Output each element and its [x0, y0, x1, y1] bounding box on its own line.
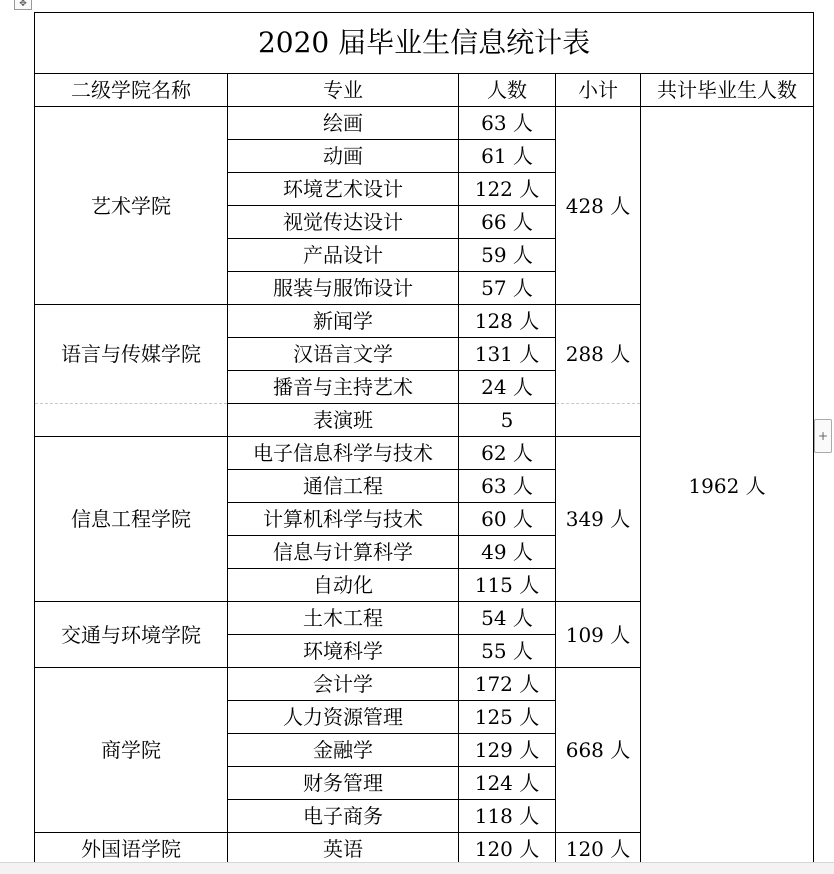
- title-row: [35, 13, 814, 74]
- college-name: 语言与传媒学院: [35, 305, 228, 404]
- header-subtotal: 小计: [556, 74, 641, 107]
- major-count: 115 人: [459, 569, 556, 602]
- major-name: 动画: [228, 140, 459, 173]
- major-count: 5: [459, 404, 556, 437]
- college-subtotal: 349 人: [556, 437, 641, 602]
- major-count: 120 人: [459, 833, 556, 866]
- header-row: [35, 74, 814, 107]
- major-name: 会计学: [228, 668, 459, 701]
- major-name: 汉语言文学: [228, 338, 459, 371]
- college-subtotal: 120 人: [556, 833, 641, 866]
- major-name: 人力资源管理: [228, 701, 459, 734]
- major-name: 计算机科学与技术: [228, 503, 459, 536]
- major-name: 英语: [228, 833, 459, 866]
- add-column-button[interactable]: [814, 419, 832, 453]
- major-name: 播音与主持艺术: [228, 371, 459, 404]
- college-name: 商学院: [35, 668, 228, 833]
- major-count: 125 人: [459, 701, 556, 734]
- college-subtotal: 109 人: [556, 602, 641, 668]
- major-name: 通信工程: [228, 470, 459, 503]
- major-name: 信息与计算科学: [228, 536, 459, 569]
- major-count: 60 人: [459, 503, 556, 536]
- status-strip: [0, 862, 834, 874]
- major-count: 122 人: [459, 173, 556, 206]
- major-count: 63 人: [459, 470, 556, 503]
- college-name: 艺术学院: [35, 107, 228, 305]
- major-name: 环境艺术设计: [228, 173, 459, 206]
- header-total: 共计毕业生人数: [641, 74, 814, 107]
- grand-total: 1962 人: [641, 107, 814, 866]
- major-name: 产品设计: [228, 239, 459, 272]
- major-count: 128 人: [459, 305, 556, 338]
- graduate-stats-table: [34, 12, 814, 866]
- major-count: 129 人: [459, 734, 556, 767]
- major-count: 61 人: [459, 140, 556, 173]
- table-move-handle[interactable]: ✥: [14, 0, 32, 10]
- major-count: 49 人: [459, 536, 556, 569]
- college-subtotal: 428 人: [556, 107, 641, 305]
- major-count: 172 人: [459, 668, 556, 701]
- major-name: 电子商务: [228, 800, 459, 833]
- major-count: 118 人: [459, 800, 556, 833]
- table-title: 2020 届毕业生信息统计表: [35, 13, 814, 74]
- major-count: 54 人: [459, 602, 556, 635]
- college-name: 信息工程学院: [35, 437, 228, 602]
- college-subtotal: 668 人: [556, 668, 641, 833]
- major-name: 环境科学: [228, 635, 459, 668]
- major-name: 绘画: [228, 107, 459, 140]
- header-count: 人数: [459, 74, 556, 107]
- major-count: 124 人: [459, 767, 556, 800]
- college-name: 交通与环境学院: [35, 602, 228, 668]
- plus-icon: +: [817, 429, 829, 443]
- college-subtotal-empty: [556, 404, 641, 437]
- major-count: 59 人: [459, 239, 556, 272]
- major-name: 土木工程: [228, 602, 459, 635]
- major-name: 新闻学: [228, 305, 459, 338]
- major-name: 电子信息科学与技术: [228, 437, 459, 470]
- major-name: 财务管理: [228, 767, 459, 800]
- major-count: 24 人: [459, 371, 556, 404]
- header-college: 二级学院名称: [35, 74, 228, 107]
- college-name-empty: [35, 404, 228, 437]
- major-name: 服装与服饰设计: [228, 272, 459, 305]
- table-row: [35, 107, 814, 140]
- major-name: 金融学: [228, 734, 459, 767]
- major-count: 131 人: [459, 338, 556, 371]
- header-major: 专业: [228, 74, 459, 107]
- major-name: 表演班: [228, 404, 459, 437]
- major-count: 57 人: [459, 272, 556, 305]
- major-count: 63 人: [459, 107, 556, 140]
- college-subtotal: 288 人: [556, 305, 641, 404]
- major-count: 62 人: [459, 437, 556, 470]
- college-name: 外国语学院: [35, 833, 228, 866]
- major-count: 66 人: [459, 206, 556, 239]
- major-count: 55 人: [459, 635, 556, 668]
- major-name: 视觉传达设计: [228, 206, 459, 239]
- major-name: 自动化: [228, 569, 459, 602]
